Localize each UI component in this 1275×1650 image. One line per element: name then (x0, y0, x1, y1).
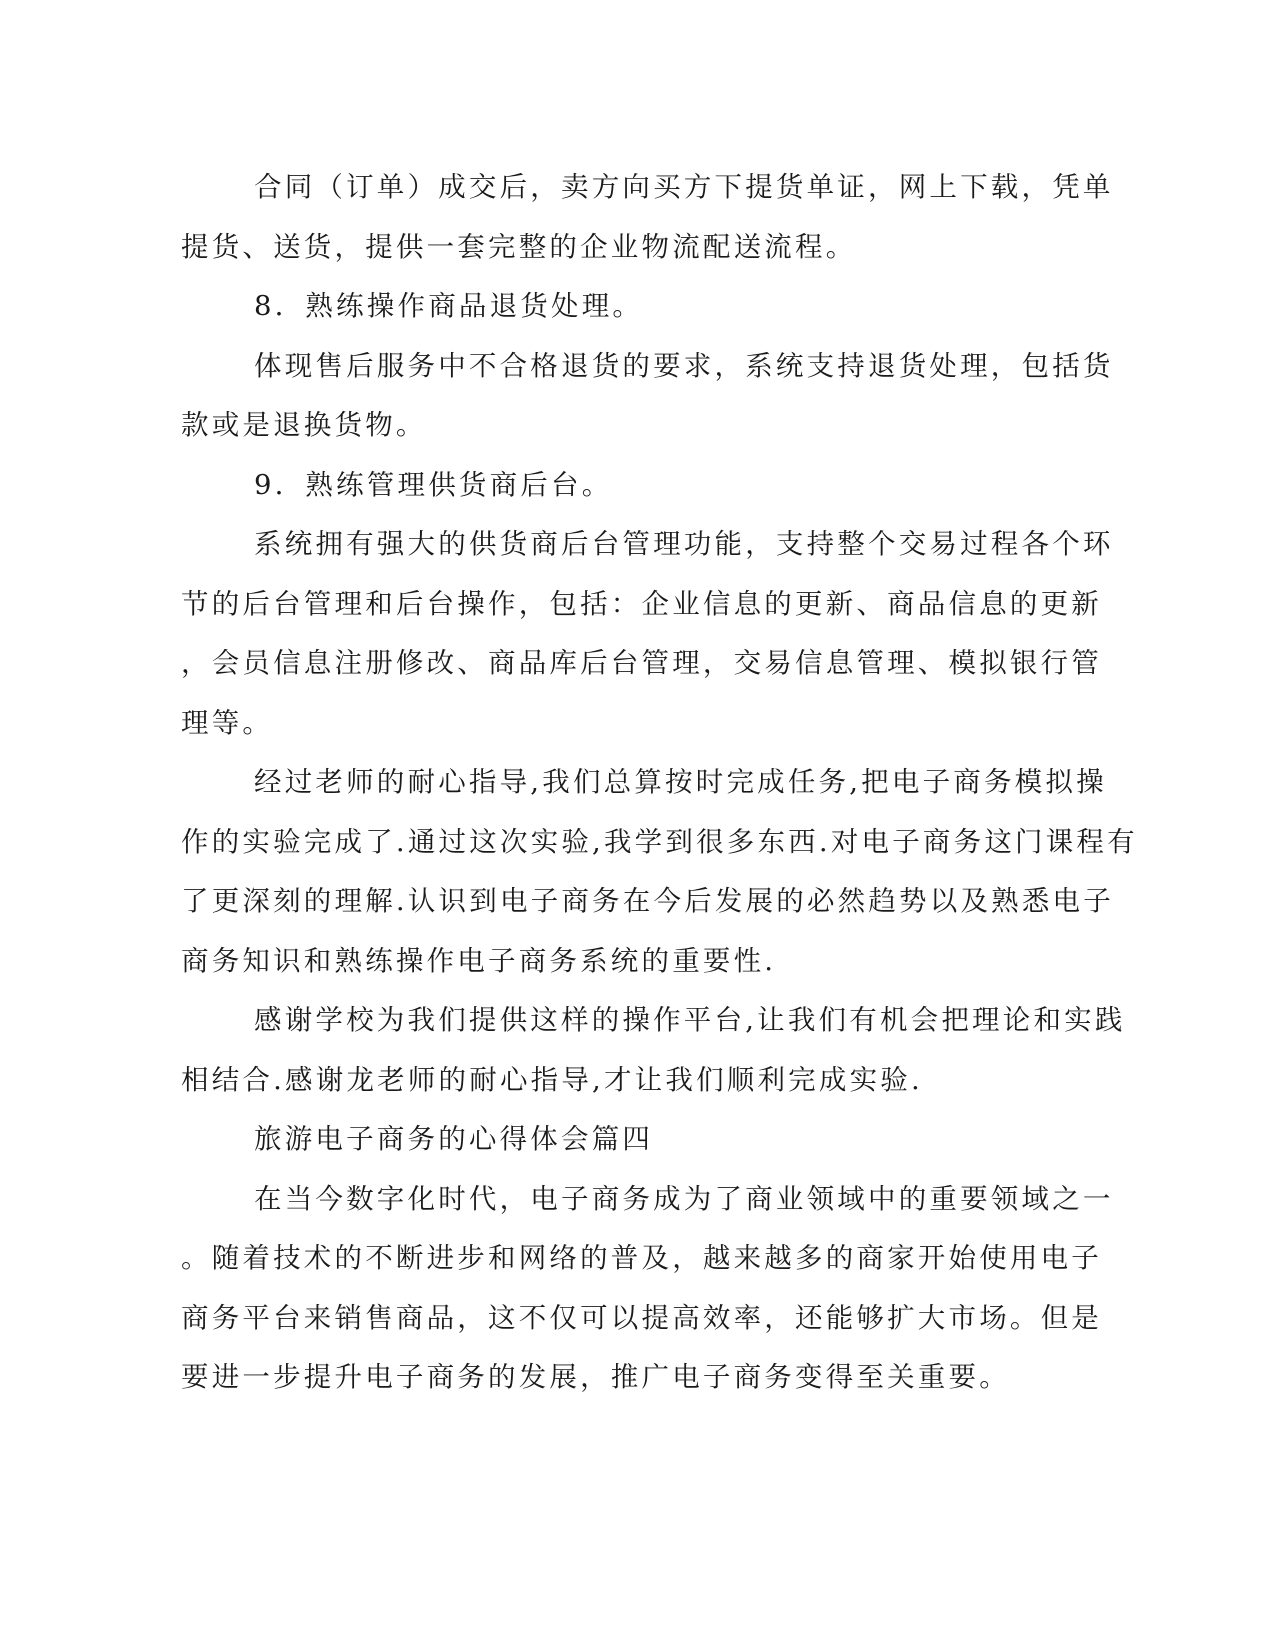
text-line: 8．熟练操作商品退货处理。 (254, 290, 644, 322)
text-line: 节的后台管理和后台操作，包括：企业信息的更新、商品信息的更新 (181, 587, 1102, 620)
text-line: 理等。 (181, 706, 274, 739)
text-line: 在当今数字化时代，电子商务成为了商业领域中的重要领域之一 (254, 1182, 1114, 1215)
text-line: 感谢学校为我们提供这样的操作平台,让我们有机会把理论和实践 (254, 1004, 1126, 1036)
text-line: 体现售后服务中不合格退货的要求，系统支持退货处理，包括货 (254, 349, 1114, 382)
text-line: 。随着技术的不断进步和网络的普及，越来越多的商家开始使用电子 (181, 1242, 1102, 1274)
text-line: 旅游电子商务的心得体会篇四 (254, 1123, 654, 1155)
text-line: 经过老师的耐心指导,我们总算按时完成任务,把电子商务模拟操 (254, 766, 1107, 798)
text-line: 了更深刻的理解.认识到电子商务在今后发展的必然趋势以及熟悉电子 (181, 885, 1114, 917)
text-line: 商务平台来销售商品，这不仅可以提高效率，还能够扩大市场。但是 (181, 1301, 1102, 1334)
text-line: 9．熟练管理供货商后台。 (254, 468, 613, 501)
text-line: 合同（订单）成交后，卖方向买方下提货单证，网上下载，凭单 (254, 171, 1114, 203)
text-line: 商务知识和熟练操作电子商务系统的重要性. (181, 944, 777, 977)
text-line: 系统拥有强大的供货商后台管理功能，支持整个交易过程各个环 (254, 528, 1114, 560)
document-body (181, 158, 1138, 1408)
text-line: 相结合.感谢龙老师的耐心指导,才让我们顺利完成实验. (181, 1063, 923, 1096)
text-line: ，会员信息注册修改、商品库后台管理，交易信息管理、模拟银行管 (181, 647, 1102, 679)
text-line: 要进一步提升电子商务的发展，推广电子商务变得至关重要。 (181, 1361, 1010, 1393)
text-line: 提货、送货，提供一套完整的企业物流配送流程。 (181, 230, 857, 263)
text-line: 作的实验完成了.通过这次实验,我学到很多东西.对电子商务这门课程有 (181, 825, 1138, 858)
text-line: 款或是退换货物。 (181, 409, 427, 441)
